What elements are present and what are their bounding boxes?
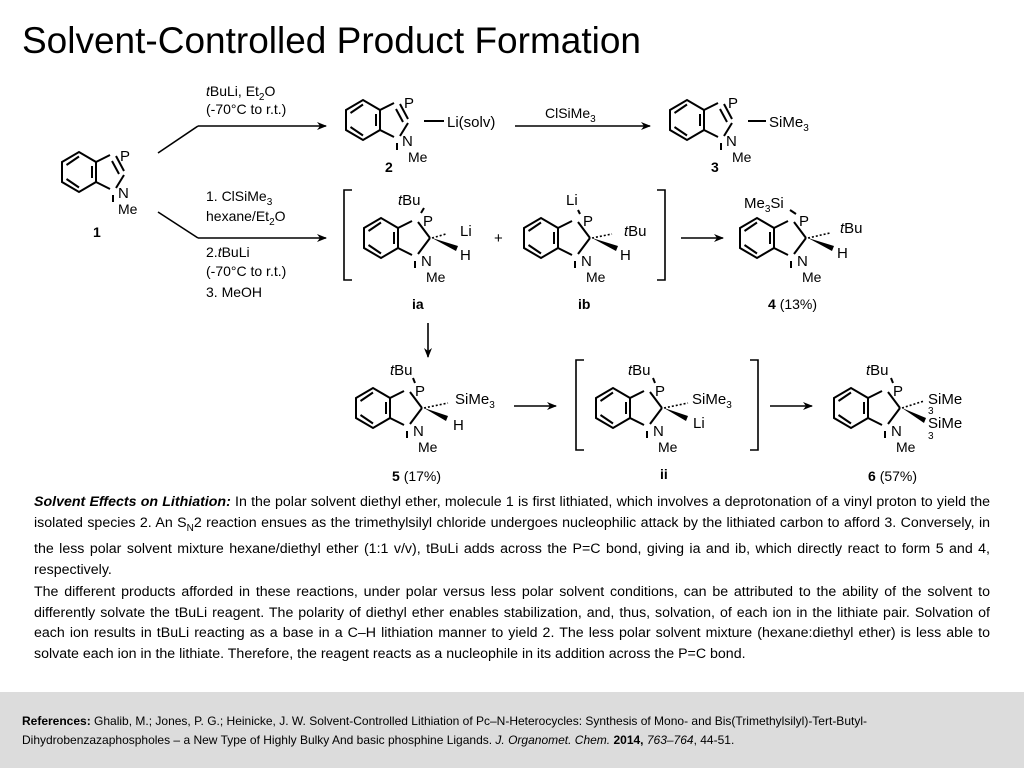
atom-N: N xyxy=(891,423,902,440)
reagent-upper-line2: (-70°C to r.t.) xyxy=(206,101,287,117)
slide-title: Solvent-Controlled Product Formation xyxy=(22,20,642,61)
atom-N: N xyxy=(653,423,664,440)
atom-P: P xyxy=(423,213,434,230)
reagent-lower-step2: 2.tBuLi xyxy=(206,244,250,260)
substituent-me3si: $Me_3Si$ xyxy=(744,195,784,215)
compound-label-ia: ia xyxy=(412,296,424,312)
branch-line-lower xyxy=(158,212,198,238)
atom-N: N xyxy=(797,253,808,270)
substituent-tbu: tBu xyxy=(628,362,651,379)
atom-H: H xyxy=(460,247,471,264)
references-bar xyxy=(0,692,1024,768)
atom-N: N xyxy=(402,133,413,150)
atom-H: H xyxy=(453,417,464,434)
atom-P: P xyxy=(583,213,594,230)
reagent-lower-step3: 3. MeOH xyxy=(206,284,263,300)
substituent-tbu: tBu xyxy=(840,220,863,237)
atom-Me: Me xyxy=(408,149,428,165)
reagent-lower-solvent: hexane/$Et_2O$ xyxy=(206,208,286,228)
bracket-left xyxy=(344,190,352,280)
compound-label-ib: ib xyxy=(578,296,591,312)
plus-sign: + xyxy=(494,230,503,247)
atom-P: P xyxy=(415,383,426,400)
references-text: References: Ghalib, M.; Jones, P. G.; Heinicke, J. W. Solvent-Controlled Lithiation of Pc–N-Heterocycles: Synthesis of Mono- and Bis(Trimethylsilyl)-Tert-Butyl-Dihydrobenzazaphospholes – a New Type of Highly Bulky And basic phosphine Ligands. J. Organomet. Chem. 2014, 763–764, 44-51. xyxy=(22,714,867,747)
paragraph-lead: Solvent Effects on Lithiation: xyxy=(34,494,231,510)
substituent-li-solv: Li(solv) xyxy=(447,114,496,131)
atom-Me: Me xyxy=(418,439,438,455)
paragraph-explanation: The different products afforded in these reactions, under polar versus less polar solvent conditions, can be attributed to the ability of the solvent to differently solvate the tBuLi reagent. The polarity of diethyl ether enables stabilization, and, thus, solvation, of each ion in the lithiate pair. Solvation of each ion results in tBuLi reacting as a base in a C–H lithiation manner to yield 2. The less polar solvent mixture (hexane:diethyl ether) is less able to solvate each ion in the lithiate. Therefore, the reagent reacts as a nucleophile in its addition across the P=C bond. xyxy=(34,584,990,662)
atom-H: H xyxy=(837,245,848,262)
compound-label-6: 6 (57%) xyxy=(868,468,918,484)
substituent-tbu: tBu xyxy=(866,362,889,379)
bracket-ii-left xyxy=(576,360,584,450)
atom-Me: Me xyxy=(118,201,138,217)
reagent-clsime3: ClSiMe$_3$ xyxy=(545,105,596,125)
atom-Me: Me xyxy=(802,269,822,285)
atom-N: N xyxy=(581,253,592,270)
substituent-tbu: tBu xyxy=(398,192,421,209)
subscript-3-b: 3 xyxy=(928,431,934,442)
substituent-sime3-a: SiMe xyxy=(928,391,963,408)
substituent-li: Li xyxy=(566,192,578,209)
atom-N: N xyxy=(726,133,737,150)
bracket-right xyxy=(657,190,665,280)
atom-Me: Me xyxy=(896,439,916,455)
atom-P: P xyxy=(120,148,131,165)
compound-label-2: 2 xyxy=(385,159,393,175)
atom-Me: Me xyxy=(658,439,678,455)
substituent-sime3: SiMe$_3$ xyxy=(455,391,495,411)
substituent-li: Li xyxy=(693,415,705,432)
subscript-3-a: 3 xyxy=(928,406,934,417)
atom-H: H xyxy=(620,247,631,264)
atom-P: P xyxy=(799,213,810,230)
compound-label-1: 1 xyxy=(93,224,101,240)
atom-Me: Me xyxy=(426,269,446,285)
compound-label-4: 4 (13%) xyxy=(768,296,818,312)
substituent-sime3: SiMe$_3$ xyxy=(769,114,809,134)
substituent-li: Li xyxy=(460,223,472,240)
atom-N: N xyxy=(413,423,424,440)
branch-line-upper xyxy=(158,126,198,153)
paragraph-solvent-effects: Solvent Effects on Lithiation: In the polar solvent diethyl ether, molecule 1 is first lithiated, which involves a deprotonation of a vinyl proton to yield the isolated species 2. An $S_N2$ reaction ensues as the trimethylsilyl chloride undergoes nucleophilic attack by the lithiated carbon to afford 3. Conversely, in the less polar solvent mixture hexane/diethyl ether (1:1 v/v), tBuLi adds across the P=C bond, giving ia and ib, which directly react to form 5 and 4, respectively. xyxy=(34,494,990,578)
compound-label-ii: ii xyxy=(660,466,668,482)
atom-N: N xyxy=(421,253,432,270)
reagent-lower-step1: 1. ClSiMe$_3$ xyxy=(206,188,273,208)
substituent-sime3-b: SiMe xyxy=(928,415,963,432)
compound-label-3: 3 xyxy=(711,159,719,175)
atom-P: P xyxy=(404,95,415,112)
reagent-lower-step2-cond: (-70°C to r.t.) xyxy=(206,263,287,279)
atom-P: P xyxy=(728,95,739,112)
substituent-tbu: tBu xyxy=(624,223,647,240)
atom-P: P xyxy=(893,383,904,400)
substituent-sime3: SiMe$_3$ xyxy=(692,391,732,411)
bracket-ii-right xyxy=(750,360,758,450)
atom-Me: Me xyxy=(586,269,606,285)
atom-Me: Me xyxy=(732,149,752,165)
reagent-upper-line1: tBuLi, $Et_2O$ xyxy=(206,83,276,103)
substituent-tbu: tBu xyxy=(390,362,413,379)
compound-label-5: 5 (17%) xyxy=(392,468,442,484)
atom-P: P xyxy=(655,383,666,400)
atom-N: N xyxy=(118,185,129,202)
